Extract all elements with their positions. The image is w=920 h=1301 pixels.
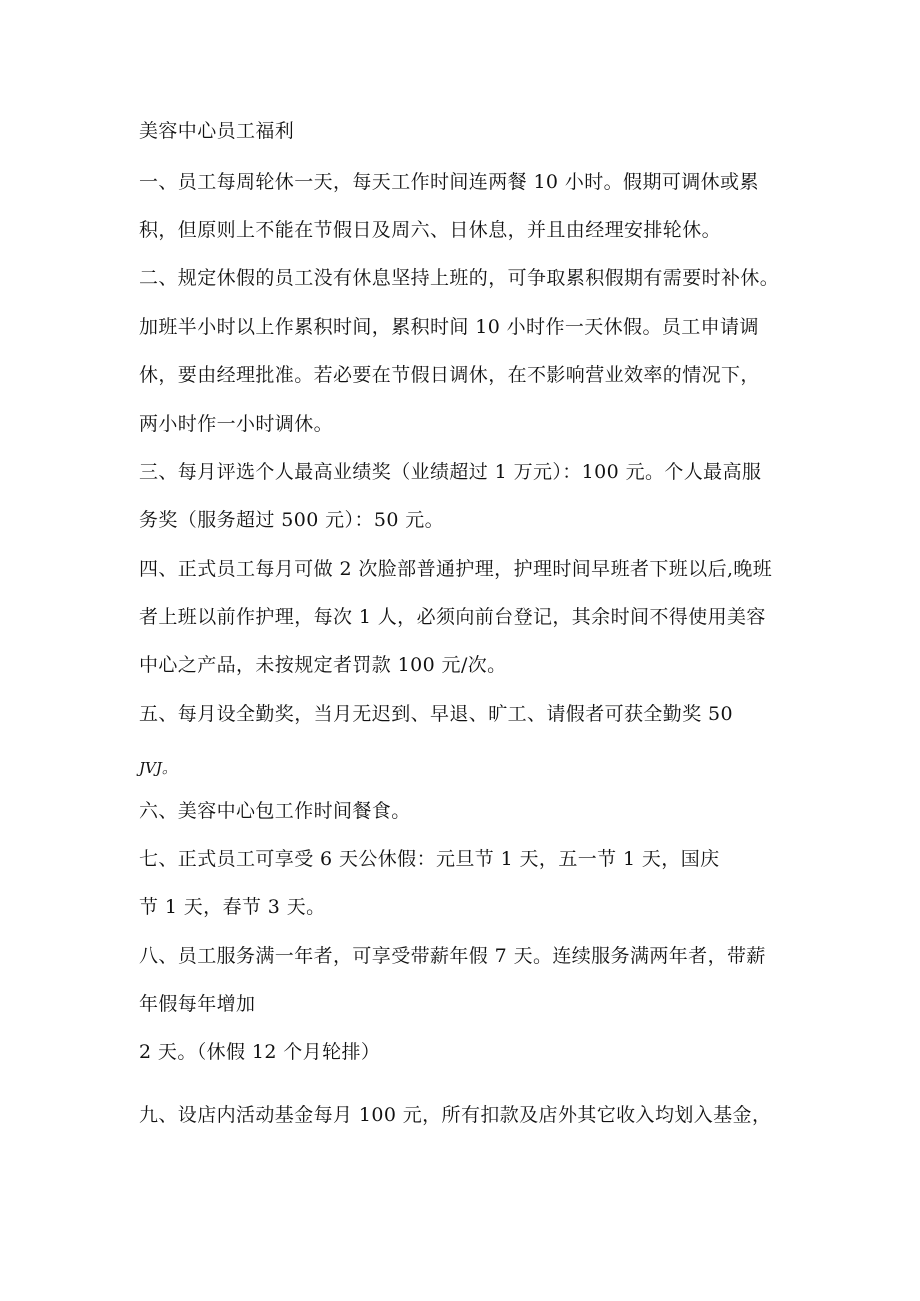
text-line: 二、规定休假的员工没有休息坚持上班的，可争取累积假期有需要时补休。: [139, 267, 780, 289]
text-line: 六、美容中心包工作时间餐食。: [139, 800, 411, 822]
text-line: 两小时作一小时调休。: [139, 413, 334, 435]
text-line: 加班半小时以上作累积时间，累积时间 10 小时作一天休假。员工申请调: [139, 316, 759, 338]
text-line: JVJ。: [139, 759, 177, 777]
text-line: 年假每年增加: [139, 993, 256, 1015]
text-line: 节 1 天，春节 3 天。: [139, 896, 326, 918]
text-line: 三、每月评选个人最高业绩奖（业绩超过 1 万元）：100 元。个人最高服: [139, 461, 762, 483]
text-line: 者上班以前作护理，每次 1 人，必须向前台登记，其余时间不得使用美容: [139, 606, 766, 628]
text-line: 四、正式员工每月可做 2 次脸部普通护理，护理时间早班者下班以后,晚班: [139, 558, 773, 580]
text-line: 2 天。（休假 12 个月轮排）: [139, 1041, 381, 1063]
text-line: 休，要由经理批准。若必要在节假日调休，在不影响营业效率的情况下，: [139, 364, 760, 386]
document-title: 美容中心员工福利: [139, 120, 295, 142]
text-line: 积，但原则上不能在节假日及周六、日休息，并且由经理安排轮休。: [139, 219, 722, 241]
text-line: 七、正式员工可享受 6 天公休假：元旦节 1 天，五一节 1 天，国庆: [139, 848, 720, 870]
text-line: 五、每月设全勤奖，当月无迟到、早退、旷工、请假者可获全勤奖 50: [139, 703, 734, 725]
text-line: 八、员工服务满一年者，可享受带薪年假 7 天。连续服务满两年者，带薪: [139, 945, 766, 967]
text-line: 务奖（服务超过 500 元）：50 元。: [139, 509, 445, 531]
text-line: 中心之产品，未按规定者罚款 100 元/次。: [139, 654, 507, 676]
text-line: 九、设店内活动基金每月 100 元，所有扣款及店外其它收入均划入基金，: [139, 1104, 772, 1126]
text-line: 一、员工每周轮休一天，每天工作时间连两餐 10 小时。假期可调休或累: [139, 171, 759, 193]
